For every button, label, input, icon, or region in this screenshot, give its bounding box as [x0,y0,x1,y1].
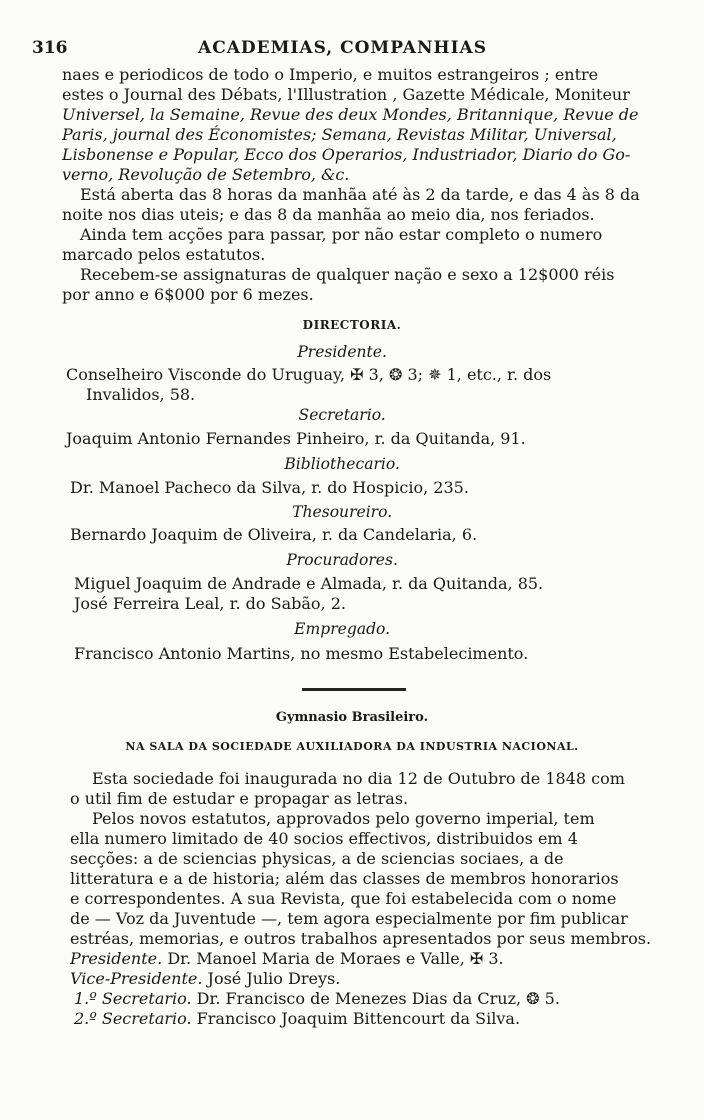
role-heading: Secretario. [298,405,386,424]
officer-role: 2.º Secretario. [74,1009,192,1028]
body-line: Esta sociedade foi inaugurada no dia 12 de Outubro de 1848 com [92,769,625,788]
intro-line: naes e periodicos de todo o Imperio, e muitos estrangeiros ; entre [62,65,599,84]
intro-line: Está aberta das 8 horas da manhãa até às 2 da tarde, e das 4 às 8 da [80,185,640,204]
section-title: Gymnasio Brasileiro. [275,710,429,725]
intro-line: Paris, journal des Économistes; Semana, Revistas Militar, Universal, [62,125,617,144]
member-line: Francisco Antonio Martins, no mesmo Estabelecimento. [74,644,529,663]
role-heading: Bibliothecario. [284,454,400,473]
role-heading: Procuradores. [286,550,398,569]
intro-line: estes o Journal des Débats, l'Illustration , Gazette Médicale, Moniteur [62,85,630,104]
member-line: Miguel Joaquim de Andrade e Almada, r. da Quitanda, 85. [74,574,544,593]
intro-line: Recebem-se assignaturas de qualquer nação e sexo a 12$000 réis [80,265,615,284]
intro-line: verno, Revolução de Setembro, &c. [62,165,350,184]
intro-line: noite nos dias uteis; e das 8 da manhãa ao meio dia, nos feriados. [62,205,595,224]
body-line: de — Voz da Juventude —, tem agora especialmente por fim publicar [70,909,628,928]
page-number: 316 [32,38,68,58]
body-line: ella numero limitado de 40 socios effectivos, distribuidos em 4 [70,829,578,848]
section-divider [302,688,406,691]
role-heading: Presidente. [297,342,387,361]
running-title: ACADEMIAS, COMPANHIAS [198,38,487,58]
officer-line [70,950,504,968]
member-line: Conselheiro Visconde do Uruguay, ✠ 3, ❂ 3; ✵ 1, etc., r. dos [66,365,552,384]
officer-name: José Julio Dreys. [207,969,341,988]
body-line: estréas, memorias, e outros trabalhos apresentados por seus membros. [70,929,652,948]
officer-name: Dr. Manoel Maria de Moraes e Valle, ✠ 3. [167,949,504,968]
officer-role: Presidente. [70,949,163,968]
officer-name: Dr. Francisco de Menezes Dias da Cruz, ❂ 5. [196,989,560,1008]
section-subtitle: NA SALA DA SOCIEDADE AUXILIADORA DA INDUSTRIA NACIONAL. [125,740,579,753]
role-heading: Thesoureiro. [292,502,393,521]
officer-line [74,1010,520,1028]
intro-line: Lisbonense e Popular, Ecco dos Operarios, Industriador, Diario do Go- [62,145,631,164]
body-line: e correspondentes. A sua Revista, que foi estabelecida com o nome [70,889,617,908]
directoria-heading: DIRECTORIA. [302,318,402,332]
body-line: secções: a de sciencias physicas, a de sciencias sociaes, a de [70,849,564,868]
role-heading: Empregado. [294,619,391,638]
member-line: Joaquim Antonio Fernandes Pinheiro, r. da Quitanda, 91. [66,429,526,448]
officer-role: Vice-Presidente. [70,969,203,988]
intro-line: Ainda tem acções para passar, por não estar completo o numero [80,225,603,244]
officer-role: 1.º Secretario. [74,989,192,1008]
intro-line: marcado pelos estatutos. [62,245,266,264]
officer-line [70,970,340,988]
body-line: o util fim de estudar e propagar as letras. [70,789,409,808]
body-line: Pelos novos estatutos, approvados pelo governo imperial, tem [92,809,595,828]
member-line: Bernardo Joaquim de Oliveira, r. da Candelaria, 6. [70,525,478,544]
intro-line: Universel, la Semaine, Revue des deux Mondes, Britannique, Revue de [62,105,639,124]
member-line: José Ferreira Leal, r. do Sabão, 2. [74,594,346,613]
member-line: Invalidos, 58. [86,385,196,404]
officer-line [74,990,560,1008]
body-line: litteratura e a de historia; além das classes de membros honorarios [70,869,619,888]
member-line: Dr. Manoel Pacheco da Silva, r. do Hospicio, 235. [70,478,469,497]
officer-name: Francisco Joaquim Bittencourt da Silva. [196,1009,521,1028]
intro-line: por anno e 6$000 por 6 mezes. [62,285,314,304]
